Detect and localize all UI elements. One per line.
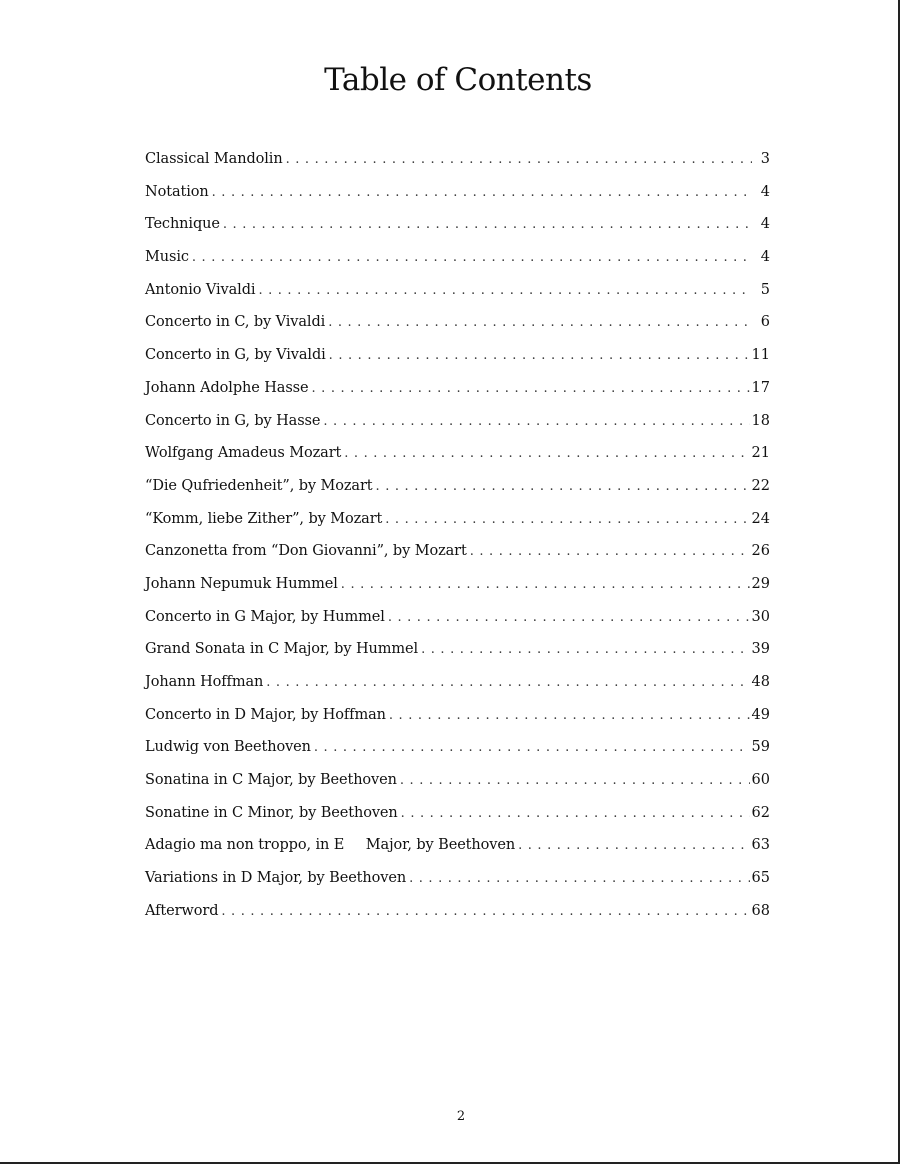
dot-leader [518, 836, 749, 856]
toc-entry-title: Technique [145, 216, 220, 233]
toc-entry-page: 26 [751, 543, 770, 560]
dot-leader [212, 183, 752, 203]
toc-entry-title: Canzonetta from “Don Giovanni”, by Mozart [145, 543, 467, 560]
dot-leader [388, 608, 750, 628]
toc-entry-title: “Komm, liebe Zither”, by Mozart [145, 510, 383, 527]
toc-entry-page: 60 [751, 772, 770, 789]
toc-entry [145, 312, 770, 345]
toc-entry [145, 737, 770, 770]
toc-entry-title: Concerto in G Major, by Hummel [145, 608, 385, 625]
toc-entry-title: Johann Hoffman [145, 674, 264, 690]
toc-entry-page: 63 [751, 837, 770, 854]
dot-leader [258, 281, 752, 301]
toc-entry [145, 868, 770, 901]
toc-entry-page: 18 [751, 412, 770, 429]
toc-entry-page: 3 [760, 151, 770, 167]
dot-leader [385, 510, 749, 530]
toc-entry-title: Wolfgang Amadeus Mozart [145, 445, 342, 462]
dot-leader [266, 673, 749, 693]
toc-entry-page: 21 [751, 445, 770, 462]
toc-entry [145, 803, 770, 836]
toc-entry-title: Notation [145, 183, 209, 200]
dot-leader [409, 869, 749, 889]
toc-entry-title: Variations in D Major, by Beethoven [145, 870, 407, 887]
toc-entry [145, 574, 770, 607]
toc-entry [145, 672, 770, 705]
toc-entry-title: Classical Mandolin [145, 151, 283, 167]
toc-entry-title: “Die Qufriedenheit”, by Mozart [145, 477, 373, 494]
toc-entry-page: 22 [751, 477, 770, 494]
page-number: 2 [456, 1109, 466, 1124]
toc-entry [145, 607, 770, 640]
dot-leader [400, 771, 750, 791]
dot-leader [341, 575, 750, 595]
dot-leader [401, 804, 750, 824]
dot-leader [376, 477, 750, 497]
toc-entry-title: Antonio Vivaldi [145, 281, 256, 298]
dot-leader [323, 412, 749, 432]
dot-leader [312, 379, 750, 399]
toc-entry-title: Sonatina in C Major, by Beethoven [145, 772, 397, 789]
toc-entry [145, 705, 770, 738]
toc-entry-title: Concerto in G, by Hasse [145, 412, 321, 429]
page-title: Table of Contents [324, 62, 592, 98]
dot-leader [328, 313, 752, 333]
toc-entry-page: 48 [751, 674, 770, 690]
toc-entry [145, 639, 770, 672]
toc-entry-page: 4 [760, 216, 770, 233]
toc-entry-page: 65 [751, 870, 770, 887]
toc-entry-page: 62 [751, 804, 770, 821]
dot-leader [314, 738, 750, 758]
toc-entry-title: Concerto in C, by Vivaldi [145, 314, 326, 331]
toc-entry-page: 24 [751, 510, 770, 527]
toc-entry [145, 280, 770, 313]
toc-entry-title: Johann Adolphe Hasse [145, 379, 309, 396]
toc-entry [145, 476, 770, 509]
dot-leader [192, 248, 752, 268]
toc-entry-title: Sonatine in C Minor, by Beethoven [145, 804, 398, 821]
toc-entry [145, 182, 770, 215]
toc-entry [145, 378, 770, 411]
toc-entry [145, 247, 770, 280]
dot-leader [221, 902, 749, 922]
toc-entry-title: Ludwig von Beethoven [145, 739, 311, 756]
toc-entry-page: 30 [751, 608, 770, 625]
toc-entry-page: 4 [760, 249, 770, 266]
toc-entry [145, 149, 770, 182]
toc-entry-title: Concerto in D Major, by Hoffman [145, 706, 386, 723]
dot-leader [389, 706, 750, 726]
table-of-contents [145, 149, 770, 934]
toc-entry [145, 443, 770, 476]
toc-entry-page: 11 [751, 347, 770, 364]
dot-leader [329, 346, 750, 366]
toc-entry-page: 39 [751, 641, 770, 658]
dot-leader [286, 150, 752, 170]
toc-entry [145, 214, 770, 247]
toc-entry-page: 4 [760, 183, 770, 200]
toc-entry [145, 411, 770, 444]
toc-entry-page: 17 [751, 379, 770, 396]
dot-leader [470, 542, 750, 562]
toc-entry [145, 509, 770, 542]
toc-entry [145, 541, 770, 574]
dot-leader [223, 215, 752, 235]
toc-entry [145, 345, 770, 378]
toc-entry-page: 29 [751, 575, 770, 592]
toc-entry-title: Adagio ma non troppo, in E Major, by Beethoven [145, 837, 516, 854]
toc-entry [145, 770, 770, 803]
toc-entry-title: Music [145, 249, 189, 266]
toc-entry-page: 6 [760, 314, 770, 331]
toc-entry [145, 901, 770, 934]
toc-entry-page: 49 [751, 706, 770, 723]
dot-leader [421, 640, 749, 660]
toc-entry-page: 68 [751, 902, 770, 919]
dot-leader [344, 444, 749, 464]
toc-entry-title: Concerto in G, by Vivaldi [145, 347, 326, 364]
toc-entry-title: Johann Nepumuk Hummel [145, 575, 338, 592]
toc-entry-page: 5 [760, 281, 770, 298]
toc-entry-title: Grand Sonata in C Major, by Hummel [145, 641, 419, 658]
toc-entry-page: 59 [751, 739, 770, 756]
toc-entry [145, 835, 770, 868]
toc-entry-title: Afterword [145, 902, 219, 919]
